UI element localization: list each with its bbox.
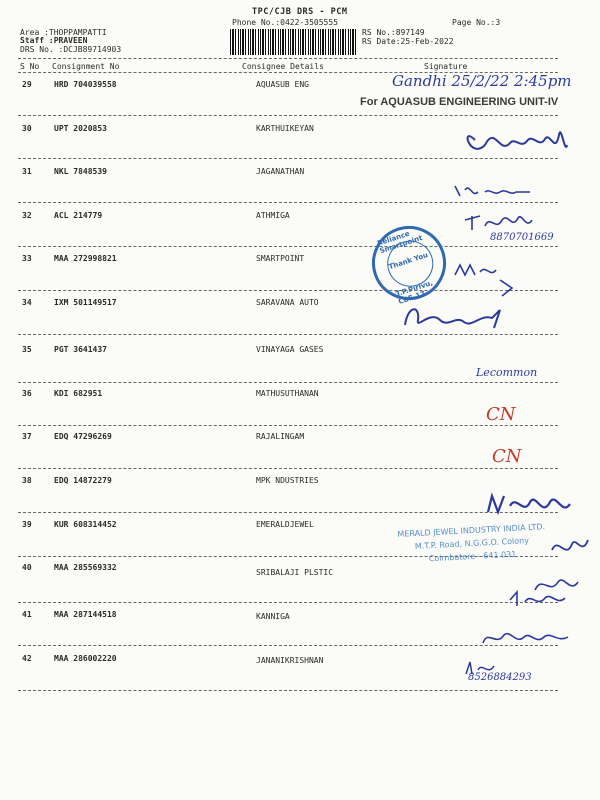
signature-33 [450, 260, 530, 300]
staff-field: Staff :PRAVEEN [20, 36, 88, 45]
col-consignment: Consignment No [52, 62, 120, 71]
stamp-top-text: Reliance Smartpoint [376, 229, 424, 256]
handwritten-sign-29: Gandhi 25/2/22 2:45pm [392, 72, 572, 90]
row-consignment: IXM 501149517 [54, 298, 117, 307]
emerald-line3: Coimbatore - 641 031 [428, 549, 517, 564]
col-consignee: Consignee Details [242, 62, 324, 71]
emerald-company-stamp [397, 520, 547, 567]
row-sno: 39 [22, 520, 32, 529]
reliance-stamp [362, 216, 455, 309]
row-consignee: JANANIKRISHNAN [256, 656, 324, 665]
row-consignee: KANNIGA [256, 612, 290, 621]
stamp-center-text: Thank You [387, 250, 430, 272]
row-sno: 34 [22, 298, 32, 307]
row-consignment: MAA 272998821 [54, 254, 117, 263]
phone-note-42: 8526884293 [468, 672, 532, 683]
row-consignee: VINAYAGA GASES [256, 345, 324, 354]
report-title: TPC/CJB DRS - PCM [252, 7, 348, 17]
row-sno: 37 [22, 432, 32, 441]
row-divider [18, 382, 558, 383]
cn-mark-37: CN [486, 404, 516, 425]
drs-number: DRS No. :DCJB89714903 [20, 45, 122, 54]
signature-34 [400, 300, 510, 335]
row-consignment: MAA 287144518 [54, 610, 117, 619]
row-consignment: KDI 682951 [54, 389, 103, 398]
row-consignee: MATHUSUTHANAN [256, 389, 319, 398]
signature-39 [548, 530, 593, 564]
area-field: Area :THOPPAMPATTI [20, 28, 107, 37]
row-divider [18, 425, 558, 426]
rs-date: RS Date:25-Feb-2022 [362, 37, 454, 46]
col-signature: Signature [424, 62, 468, 71]
col-sno: S No [20, 62, 40, 71]
row-sno: 29 [22, 80, 32, 89]
signature-30 [455, 115, 575, 165]
row-sno: 42 [22, 654, 32, 663]
signature-41 [505, 588, 575, 610]
phone-note-32: 8870701669 [490, 232, 554, 243]
row-divider [18, 645, 558, 646]
signature-38 [480, 488, 580, 524]
signature-35: Lecommon [476, 366, 538, 379]
row-consignee: SMARTPOINT [256, 254, 305, 263]
row-consignee: SRIBALAJI PLSTIC [256, 568, 334, 577]
row-consignee: MPK NDUSTRIES [256, 476, 319, 485]
row-sno: 33 [22, 254, 32, 263]
emerald-line1: MERALD JEWEL INDUSTRY INDIA LTD. [397, 522, 546, 539]
row-divider [18, 468, 558, 469]
row-divider [18, 246, 558, 247]
barcode [230, 29, 356, 55]
row-sno: 32 [22, 211, 32, 220]
row-divider [18, 602, 558, 603]
row-consignment: MAA 285569332 [54, 563, 117, 572]
row-sno: 40 [22, 563, 32, 572]
row-sno: 31 [22, 167, 32, 176]
row-sno: 38 [22, 476, 32, 485]
row-sno: 41 [22, 610, 32, 619]
page-number: Page No.:3 [452, 18, 501, 27]
header-divider-top [18, 58, 558, 59]
rs-number: RS No.:897149 [362, 28, 425, 37]
row-consignment: NKL 7848539 [54, 167, 107, 176]
row-consignment: HRD 704039558 [54, 80, 117, 89]
row-divider [18, 512, 558, 513]
signature-31 [450, 178, 550, 203]
row-consignee: SARAVANA AUTO [256, 298, 319, 307]
cn-mark-38: CN [492, 446, 522, 467]
row-consignee: RAJALINGAM [256, 432, 305, 441]
row-consignee: ATHMIGA [256, 211, 290, 220]
row-consignment: KUR 608314452 [54, 520, 117, 529]
row-consignment: ACL 214779 [54, 211, 103, 220]
row-consignee: JAGANATHAN [256, 167, 305, 176]
row-consignment: UPT 2020853 [54, 124, 107, 133]
emerald-line2: M.T.P. Road, N.G.G.O. Colony [414, 536, 530, 551]
row-sno: 30 [22, 124, 32, 133]
row-sno: 36 [22, 389, 32, 398]
row-consignment: EDQ 47296269 [54, 432, 112, 441]
row-divider [18, 690, 558, 691]
phone-number: Phone No.:0422-3505555 [232, 18, 338, 27]
aquasub-company-stamp: For AQUASUB ENGINEERING UNIT-IV [360, 96, 559, 108]
signature-42 [478, 625, 578, 651]
stamp-bottom-text: T.P.Pirivu, CBE-17 [394, 278, 434, 306]
row-consignment: PGT 3641437 [54, 345, 107, 354]
row-consignment: EDQ 14872279 [54, 476, 112, 485]
row-consignee: KARTHUIKEYAN [256, 124, 314, 133]
row-consignment: MAA 286002220 [54, 654, 117, 663]
row-consignee: EMERALDJEWEL [256, 520, 314, 529]
row-consignee: AQUASUB ENG [256, 80, 309, 89]
row-sno: 35 [22, 345, 32, 354]
